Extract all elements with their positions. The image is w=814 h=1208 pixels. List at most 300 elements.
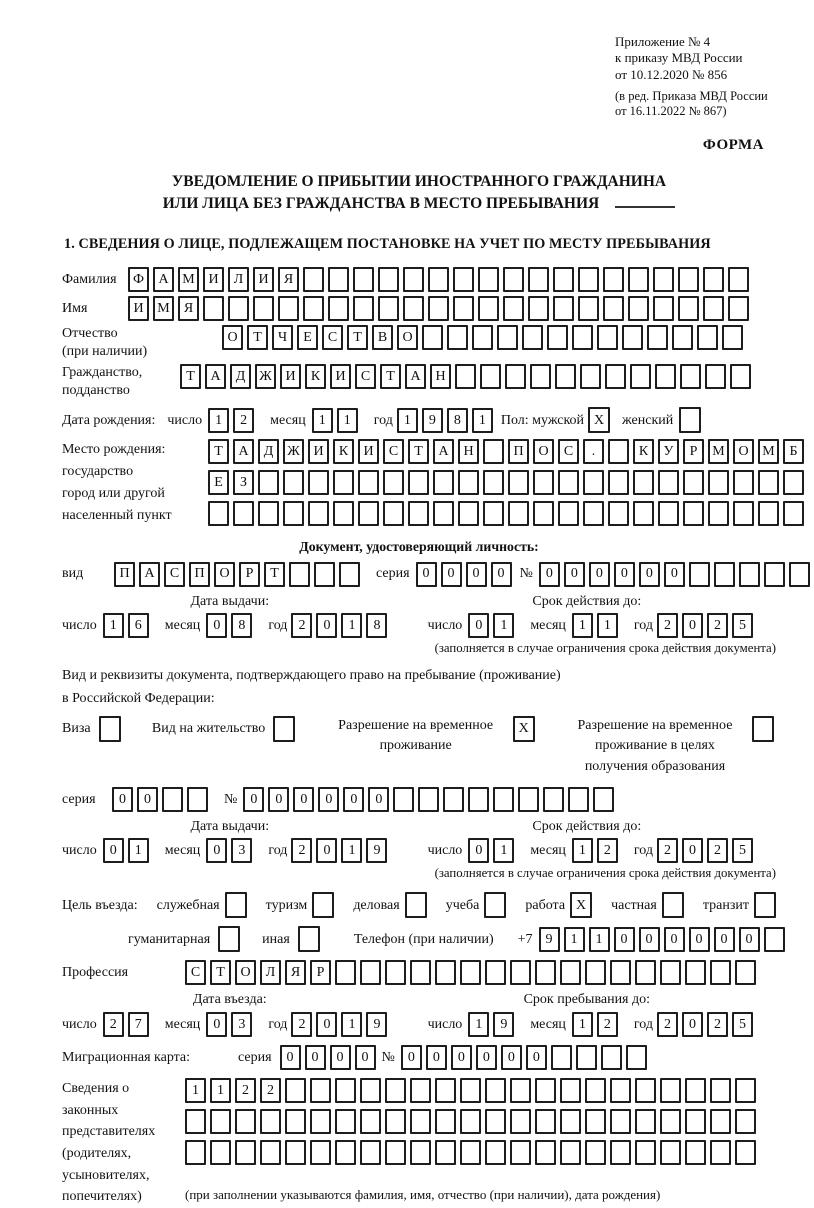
char-cell[interactable] [308,501,329,526]
char-cell[interactable] [610,1140,631,1165]
char-cell[interactable] [228,296,249,321]
char-cell[interactable] [285,1078,306,1103]
char-cell[interactable] [708,501,729,526]
char-cell[interactable]: 1 [103,613,124,638]
char-cell[interactable]: Т [210,960,231,985]
char-cell[interactable] [303,296,324,321]
char-cell[interactable] [560,1078,581,1103]
char-cell[interactable] [558,470,579,495]
char-cell[interactable] [583,470,604,495]
char-cell[interactable] [608,470,629,495]
char-cell[interactable]: 1 [312,408,333,433]
char-cell[interactable]: 3 [231,1012,252,1037]
char-cell[interactable] [485,1140,506,1165]
char-cell[interactable] [647,325,668,350]
char-cell[interactable]: П [114,562,135,587]
char-cell[interactable] [608,439,629,464]
char-cell[interactable] [635,960,656,985]
char-cell[interactable] [605,364,626,389]
char-cell[interactable] [558,501,579,526]
char-cell[interactable] [278,296,299,321]
char-cell[interactable] [335,1109,356,1134]
char-cell[interactable]: С [322,325,343,350]
char-cell[interactable] [735,1109,756,1134]
char-cell[interactable]: О [214,562,235,587]
char-cell[interactable] [505,364,526,389]
char-cell[interactable]: Б [783,439,804,464]
char-cell[interactable]: 1 [493,613,514,638]
char-cell[interactable] [530,364,551,389]
char-cell[interactable] [628,267,649,292]
char-cell[interactable]: 9 [493,1012,514,1037]
char-cell[interactable] [714,562,735,587]
char-cell[interactable]: Т [380,364,401,389]
char-cell[interactable] [455,364,476,389]
char-cell[interactable] [483,470,504,495]
char-cell[interactable]: Е [297,325,318,350]
char-cell[interactable] [360,1140,381,1165]
char-cell[interactable]: 2 [597,838,618,863]
char-cell[interactable] [393,787,414,812]
char-cell[interactable] [708,470,729,495]
char-cell[interactable]: 1 [185,1078,206,1103]
char-cell[interactable] [335,1078,356,1103]
char-cell[interactable]: Л [228,267,249,292]
char-cell[interactable]: А [205,364,226,389]
char-cell[interactable] [580,364,601,389]
char-cell[interactable]: 9 [366,1012,387,1037]
char-cell[interactable]: 1 [589,927,610,952]
char-cell[interactable]: 0 [355,1045,376,1070]
char-cell[interactable] [328,296,349,321]
char-cell[interactable]: А [433,439,454,464]
char-cell[interactable]: А [153,267,174,292]
char-cell[interactable] [283,501,304,526]
char-cell[interactable]: Т [180,364,201,389]
char-cell[interactable] [233,501,254,526]
char-cell[interactable]: 0 [614,562,635,587]
char-cell[interactable]: Я [285,960,306,985]
purpose-study-checkbox[interactable] [484,892,506,918]
char-cell[interactable] [443,787,464,812]
char-cell[interactable] [683,501,704,526]
char-cell[interactable] [162,787,183,812]
char-cell[interactable] [289,562,310,587]
char-cell[interactable] [560,960,581,985]
char-cell[interactable] [533,470,554,495]
char-cell[interactable]: 0 [368,787,389,812]
char-cell[interactable] [410,1109,431,1134]
char-cell[interactable]: С [383,439,404,464]
char-cell[interactable] [483,439,504,464]
char-cell[interactable] [208,501,229,526]
char-cell[interactable]: 0 [293,787,314,812]
char-cell[interactable]: 0 [476,1045,497,1070]
char-cell[interactable]: 1 [468,1012,489,1037]
char-cell[interactable] [410,960,431,985]
char-cell[interactable] [535,1109,556,1134]
char-cell[interactable]: Л [260,960,281,985]
char-cell[interactable]: 0 [639,562,660,587]
char-cell[interactable] [533,501,554,526]
char-cell[interactable]: А [405,364,426,389]
char-cell[interactable]: 0 [316,613,337,638]
char-cell[interactable]: 1 [572,1012,593,1037]
char-cell[interactable]: В [372,325,393,350]
char-cell[interactable] [478,296,499,321]
char-cell[interactable] [660,1109,681,1134]
char-cell[interactable] [735,1140,756,1165]
char-cell[interactable] [633,501,654,526]
char-cell[interactable] [285,1109,306,1134]
char-cell[interactable]: Т [264,562,285,587]
sex-female-checkbox[interactable] [679,407,701,433]
char-cell[interactable]: 0 [280,1045,301,1070]
char-cell[interactable] [628,296,649,321]
char-cell[interactable] [685,1078,706,1103]
char-cell[interactable] [353,296,374,321]
char-cell[interactable]: О [533,439,554,464]
char-cell[interactable]: 0 [316,838,337,863]
char-cell[interactable]: И [253,267,274,292]
char-cell[interactable] [535,960,556,985]
char-cell[interactable]: Ч [272,325,293,350]
char-cell[interactable]: Е [208,470,229,495]
char-cell[interactable] [578,267,599,292]
char-cell[interactable]: 2 [707,838,728,863]
char-cell[interactable] [722,325,743,350]
char-cell[interactable]: Р [239,562,260,587]
char-cell[interactable] [572,325,593,350]
char-cell[interactable] [210,1109,231,1134]
char-cell[interactable]: 0 [103,838,124,863]
char-cell[interactable] [603,296,624,321]
char-cell[interactable] [510,1078,531,1103]
char-cell[interactable] [576,1045,597,1070]
char-cell[interactable]: 0 [330,1045,351,1070]
char-cell[interactable] [685,1109,706,1134]
char-cell[interactable] [378,296,399,321]
char-cell[interactable] [735,960,756,985]
char-cell[interactable] [460,960,481,985]
char-cell[interactable] [314,562,335,587]
char-cell[interactable]: 8 [366,613,387,638]
char-cell[interactable]: 0 [614,927,635,952]
char-cell[interactable] [310,1109,331,1134]
char-cell[interactable]: 1 [572,838,593,863]
char-cell[interactable] [703,267,724,292]
char-cell[interactable] [583,501,604,526]
char-cell[interactable] [603,267,624,292]
char-cell[interactable] [518,787,539,812]
char-cell[interactable] [403,296,424,321]
char-cell[interactable]: 0 [401,1045,422,1070]
char-cell[interactable] [185,1109,206,1134]
char-cell[interactable] [503,296,524,321]
residence-permit-checkbox[interactable] [273,716,295,742]
char-cell[interactable]: 0 [664,562,685,587]
char-cell[interactable]: 1 [128,838,149,863]
char-cell[interactable] [403,267,424,292]
char-cell[interactable]: М [153,296,174,321]
char-cell[interactable] [472,325,493,350]
char-cell[interactable]: 7 [128,1012,149,1037]
char-cell[interactable] [303,267,324,292]
char-cell[interactable] [683,470,704,495]
char-cell[interactable]: 9 [539,927,560,952]
char-cell[interactable] [433,501,454,526]
char-cell[interactable] [460,1109,481,1134]
char-cell[interactable] [555,364,576,389]
char-cell[interactable] [358,501,379,526]
char-cell[interactable] [335,1140,356,1165]
char-cell[interactable] [468,787,489,812]
char-cell[interactable] [510,1109,531,1134]
char-cell[interactable]: 0 [682,1012,703,1037]
char-cell[interactable]: Н [430,364,451,389]
char-cell[interactable] [789,562,810,587]
char-cell[interactable]: 1 [597,613,618,638]
char-cell[interactable]: С [355,364,376,389]
char-cell[interactable]: 0 [682,613,703,638]
purpose-humanitarian-checkbox[interactable] [218,926,240,952]
char-cell[interactable] [187,787,208,812]
char-cell[interactable]: К [333,439,354,464]
char-cell[interactable]: 2 [291,613,312,638]
char-cell[interactable]: 1 [341,613,362,638]
char-cell[interactable] [733,501,754,526]
char-cell[interactable]: 2 [233,408,254,433]
char-cell[interactable]: И [203,267,224,292]
char-cell[interactable] [510,1140,531,1165]
char-cell[interactable] [480,364,501,389]
char-cell[interactable] [635,1140,656,1165]
char-cell[interactable]: 0 [664,927,685,952]
char-cell[interactable]: 0 [426,1045,447,1070]
char-cell[interactable]: 1 [208,408,229,433]
char-cell[interactable] [258,501,279,526]
char-cell[interactable]: Ж [255,364,276,389]
char-cell[interactable] [285,1140,306,1165]
char-cell[interactable]: 2 [260,1078,281,1103]
char-cell[interactable] [333,501,354,526]
char-cell[interactable] [678,296,699,321]
char-cell[interactable] [422,325,443,350]
char-cell[interactable]: 3 [231,838,252,863]
char-cell[interactable]: 0 [589,562,610,587]
char-cell[interactable] [783,501,804,526]
char-cell[interactable] [335,960,356,985]
char-cell[interactable] [560,1140,581,1165]
char-cell[interactable] [483,501,504,526]
purpose-official-checkbox[interactable] [225,892,247,918]
char-cell[interactable] [497,325,518,350]
char-cell[interactable]: 0 [451,1045,472,1070]
char-cell[interactable]: 0 [206,838,227,863]
char-cell[interactable] [710,1140,731,1165]
char-cell[interactable]: О [222,325,243,350]
char-cell[interactable]: 1 [572,613,593,638]
char-cell[interactable] [660,1078,681,1103]
char-cell[interactable] [764,562,785,587]
char-cell[interactable] [553,296,574,321]
char-cell[interactable] [658,470,679,495]
char-cell[interactable] [235,1140,256,1165]
char-cell[interactable]: 5 [732,1012,753,1037]
char-cell[interactable] [697,325,718,350]
char-cell[interactable] [660,960,681,985]
char-cell[interactable]: Я [278,267,299,292]
char-cell[interactable] [385,1078,406,1103]
char-cell[interactable] [310,1078,331,1103]
char-cell[interactable]: Т [247,325,268,350]
char-cell[interactable] [378,267,399,292]
char-cell[interactable] [203,296,224,321]
char-cell[interactable]: 2 [657,838,678,863]
char-cell[interactable]: 0 [466,562,487,587]
char-cell[interactable]: 0 [714,927,735,952]
char-cell[interactable] [435,1078,456,1103]
char-cell[interactable] [508,470,529,495]
char-cell[interactable] [535,1140,556,1165]
char-cell[interactable] [503,267,524,292]
char-cell[interactable] [358,470,379,495]
char-cell[interactable] [510,960,531,985]
char-cell[interactable]: 1 [472,408,493,433]
char-cell[interactable]: О [733,439,754,464]
char-cell[interactable] [485,1109,506,1134]
char-cell[interactable] [453,267,474,292]
char-cell[interactable] [728,296,749,321]
char-cell[interactable]: А [139,562,160,587]
char-cell[interactable]: Д [230,364,251,389]
char-cell[interactable] [610,1109,631,1134]
char-cell[interactable] [185,1140,206,1165]
char-cell[interactable]: 1 [564,927,585,952]
char-cell[interactable]: И [358,439,379,464]
char-cell[interactable]: 1 [341,838,362,863]
char-cell[interactable]: П [508,439,529,464]
char-cell[interactable] [528,267,549,292]
char-cell[interactable]: К [633,439,654,464]
char-cell[interactable]: П [189,562,210,587]
char-cell[interactable]: 0 [137,787,158,812]
char-cell[interactable] [410,1140,431,1165]
char-cell[interactable] [435,1140,456,1165]
char-cell[interactable] [735,1078,756,1103]
char-cell[interactable] [551,1045,572,1070]
char-cell[interactable] [758,470,779,495]
char-cell[interactable]: И [308,439,329,464]
char-cell[interactable] [310,1140,331,1165]
char-cell[interactable]: М [178,267,199,292]
char-cell[interactable] [385,960,406,985]
char-cell[interactable]: 6 [128,613,149,638]
char-cell[interactable] [685,960,706,985]
char-cell[interactable] [253,296,274,321]
char-cell[interactable] [622,325,643,350]
char-cell[interactable] [360,1078,381,1103]
char-cell[interactable]: 1 [210,1078,231,1103]
char-cell[interactable]: Р [310,960,331,985]
char-cell[interactable] [458,501,479,526]
char-cell[interactable] [433,470,454,495]
char-cell[interactable] [453,296,474,321]
char-cell[interactable] [385,1140,406,1165]
char-cell[interactable]: 0 [739,927,760,952]
char-cell[interactable] [653,267,674,292]
sex-male-checkbox[interactable]: X [588,407,610,433]
char-cell[interactable]: 0 [501,1045,522,1070]
char-cell[interactable]: О [235,960,256,985]
char-cell[interactable] [260,1109,281,1134]
char-cell[interactable]: 0 [468,838,489,863]
purpose-business-checkbox[interactable] [405,892,427,918]
purpose-tourism-checkbox[interactable] [312,892,334,918]
char-cell[interactable] [385,1109,406,1134]
char-cell[interactable] [485,1078,506,1103]
char-cell[interactable]: 2 [707,1012,728,1037]
char-cell[interactable] [383,501,404,526]
char-cell[interactable] [705,364,726,389]
char-cell[interactable] [655,364,676,389]
char-cell[interactable]: М [708,439,729,464]
char-cell[interactable] [635,1078,656,1103]
temp-residence-education-checkbox[interactable] [752,716,774,742]
char-cell[interactable]: 0 [564,562,585,587]
char-cell[interactable]: 2 [657,1012,678,1037]
char-cell[interactable]: С [164,562,185,587]
char-cell[interactable]: 0 [343,787,364,812]
char-cell[interactable]: 2 [291,1012,312,1037]
char-cell[interactable] [460,1140,481,1165]
char-cell[interactable] [339,562,360,587]
char-cell[interactable] [680,364,701,389]
char-cell[interactable]: У [658,439,679,464]
char-cell[interactable] [610,960,631,985]
char-cell[interactable]: И [280,364,301,389]
char-cell[interactable]: Т [347,325,368,350]
char-cell[interactable] [689,562,710,587]
char-cell[interactable] [630,364,651,389]
char-cell[interactable] [685,1140,706,1165]
char-cell[interactable] [703,296,724,321]
char-cell[interactable]: 2 [707,613,728,638]
char-cell[interactable]: Я [178,296,199,321]
char-cell[interactable]: 0 [539,562,560,587]
char-cell[interactable] [578,296,599,321]
char-cell[interactable]: К [305,364,326,389]
char-cell[interactable] [460,1078,481,1103]
char-cell[interactable]: 2 [597,1012,618,1037]
char-cell[interactable] [543,787,564,812]
char-cell[interactable]: 0 [112,787,133,812]
char-cell[interactable]: 8 [447,408,468,433]
char-cell[interactable]: 8 [231,613,252,638]
char-cell[interactable]: 0 [243,787,264,812]
char-cell[interactable] [435,960,456,985]
char-cell[interactable]: Р [683,439,704,464]
char-cell[interactable] [653,296,674,321]
char-cell[interactable] [597,325,618,350]
char-cell[interactable]: Д [258,439,279,464]
char-cell[interactable] [553,267,574,292]
char-cell[interactable] [333,470,354,495]
char-cell[interactable]: Н [458,439,479,464]
char-cell[interactable] [610,1078,631,1103]
char-cell[interactable] [258,470,279,495]
char-cell[interactable] [447,325,468,350]
